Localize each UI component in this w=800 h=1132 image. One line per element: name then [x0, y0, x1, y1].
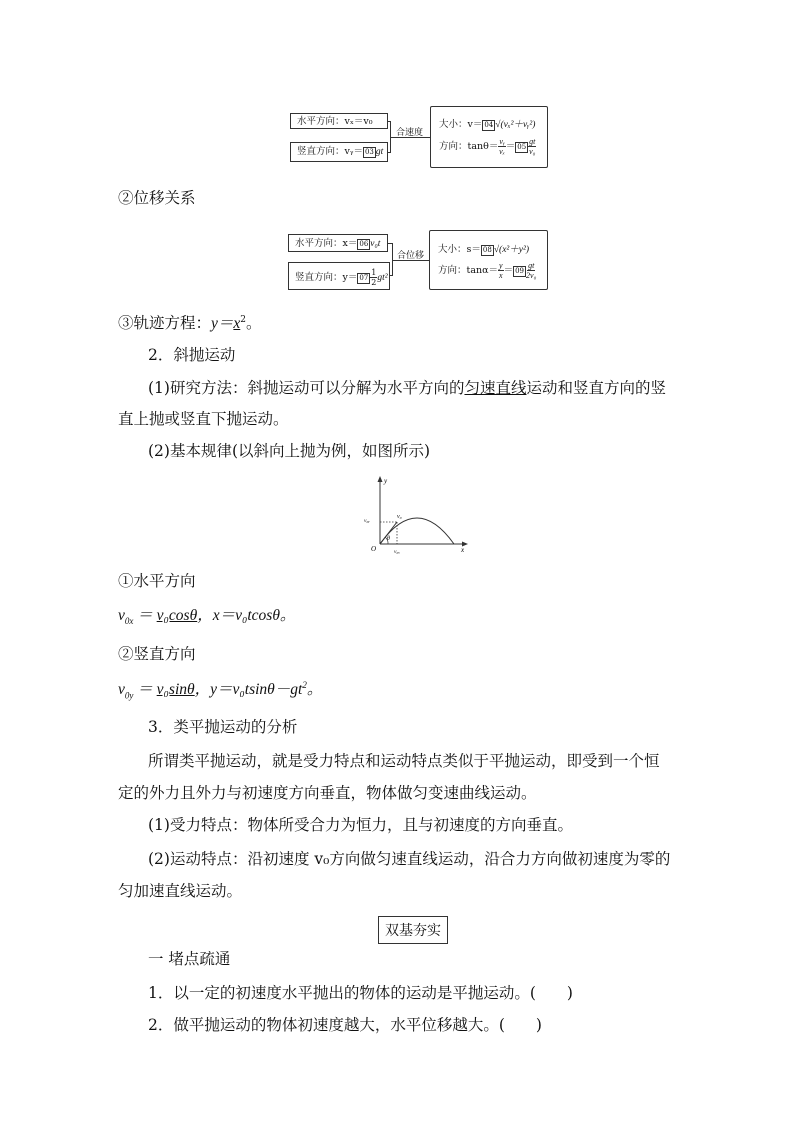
answer-slot-07: 07 [359, 274, 369, 282]
method-line1-underlined: 匀速直线 [464, 379, 527, 397]
trajectory-formula-sup: 2 [240, 315, 247, 325]
origin-label: O [371, 545, 377, 553]
displacement-vertical-box [288, 262, 390, 290]
velocity-vertical-prefix: 竖直方向：vᵧ＝ [297, 146, 363, 157]
displacement-horizontal-box [288, 234, 388, 252]
trajectory-label: ③轨迹方程： [118, 314, 212, 333]
horizontal-direction-heading: ①水平方向 [118, 572, 196, 590]
displacement-direction [438, 261, 536, 280]
displacement-direction-frac-num: y [499, 261, 503, 270]
horizontal-eq-underlined: v₀cosθ [156, 607, 198, 624]
horizontal-equation [118, 608, 295, 626]
vertical-eq-var: v [118, 681, 125, 699]
vertical-eq-equals: ＝ [133, 681, 157, 699]
velocity-horizontal-text: 水平方向：vₓ＝v₀ [297, 116, 373, 127]
displacement-magnitude-expr: √(x²＋y²) [493, 245, 529, 255]
question-2: 2．做平抛运动的物体初速度越大，水平位移越大。( ) [148, 1016, 542, 1034]
displacement-result-box [429, 230, 548, 290]
question-1: 1．以一定的初速度水平抛出的物体的运动是平抛运动。( ) [148, 984, 573, 1002]
velocity-direction-eq: ＝ [505, 141, 516, 152]
velocity-direction-frac-den: vₓ [499, 147, 505, 156]
theta-label: θ [387, 536, 390, 542]
para1-line-2: 定的外力且外力与初速度方向垂直，物体做匀变速曲线运动。 [118, 784, 537, 802]
horizontal-eq-sub: 0x [124, 616, 134, 627]
velocity-direction-prefix: 方向：tanθ＝ [439, 141, 499, 152]
displacement-vertical-frac-den: 2 [371, 278, 377, 287]
para1-line-1: 所谓类平抛运动，就是受力特点和运动特点类似于平抛运动，即受到一个恒 [148, 752, 660, 770]
trajectory-formula-pre: y＝ [211, 315, 234, 333]
v0y-label: v₀ᵧ [364, 518, 370, 524]
horizontal-eq-equals: ＝ [133, 607, 157, 624]
y-axis-arrow [378, 476, 383, 482]
velocity-result-box [430, 106, 548, 168]
displacement-direction-frac-den: x [499, 271, 503, 280]
displacement-horizontal-suffix: v₀t [370, 239, 381, 249]
trajectory-line [118, 316, 262, 332]
v0x-label: v₀ₓ [394, 549, 400, 554]
force-feature: (1)受力特点：物体所受合力为恒力，且与初速度的方向垂直。 [148, 816, 573, 834]
answer-slot-05: 05 [517, 143, 527, 151]
answer-slot-04: 04 [484, 121, 494, 129]
velocity-direction [439, 137, 536, 156]
displacement-vertical-suffix: gt² [377, 273, 388, 283]
velocity-direction-frac-num: vᵧ [499, 137, 505, 146]
projectile-figure [355, 474, 475, 554]
velocity-vertical-box [290, 142, 388, 162]
velocity-horizontal-box [290, 113, 388, 129]
x-axis-label: x [461, 546, 465, 554]
velocity-direction-result-num: gt [529, 137, 536, 146]
basic-law-heading: (2)基本规律(以斜向上抛为例，如图所示) [148, 442, 431, 460]
trajectory-end: 。 [246, 314, 262, 333]
displacement-vertical-frac-num: 1 [371, 268, 377, 277]
method-line-1 [148, 381, 666, 397]
vertical-eq-rest: ，y＝v₀tsinθ－gt [194, 681, 303, 699]
velocity-magnitude [439, 116, 535, 131]
displacement-direction-eq: ＝ [503, 265, 514, 276]
vertical-direction-heading: ②竖直方向 [118, 645, 196, 663]
y-axis-label: y [384, 477, 388, 485]
vertical-eq-end: 。 [306, 681, 323, 699]
horizontal-eq-rest: ，x＝v₀tcosθ。 [197, 607, 296, 624]
velocity-magnitude-expr: √(vₓ²＋vᵧ²) [495, 120, 536, 130]
velocity-connector-label: 合速度 [396, 128, 424, 138]
displacement-magnitude-prefix: 大小：s＝ [438, 244, 481, 255]
displacement-direction-result-den: 2v₀ [526, 271, 537, 280]
section-one-heading: 一 堵点疏通 [148, 950, 231, 968]
velocity-magnitude-prefix: 大小：v＝ [439, 119, 483, 130]
motion-feature-line-2: 匀加速直线运动。 [118, 882, 243, 900]
answer-slot-03: 03 [364, 148, 374, 156]
horizontal-eq-var: v [118, 607, 125, 624]
trajectory-curve [380, 518, 454, 544]
heading-oblique-projectile: 2．斜抛运动 [148, 346, 236, 364]
velocity-direction-result-den: v₀ [529, 147, 536, 156]
answer-slot-09: 09 [515, 267, 525, 275]
displacement-vertical-prefix: 竖直方向：y＝ [295, 272, 358, 283]
method-line1-b: 运动和竖直方向的竖 [526, 379, 666, 397]
vertical-eq-sub: 0y [124, 690, 134, 701]
displacement-magnitude [438, 241, 529, 256]
displacement-direction-prefix: 方向：tanα＝ [438, 265, 499, 276]
trajectory-formula-underlined: x [233, 315, 241, 333]
section-displacement: ②位移关系 [118, 189, 196, 207]
v0-label: v₀ [397, 514, 402, 520]
vertical-eq-underlined: v₀sinθ [156, 681, 195, 699]
vertical-equation [118, 681, 322, 700]
method-line-2: 直上抛或竖直下抛运动。 [118, 410, 289, 428]
heading-quasi-projectile: 3．类平抛运动的分析 [148, 718, 298, 736]
displacement-connector-label: 合位移 [397, 251, 425, 261]
displacement-direction-result-num: gt [528, 261, 535, 270]
section-banner: 双基夯实 [378, 916, 448, 944]
answer-slot-08: 08 [482, 246, 492, 254]
answer-slot-06: 06 [359, 240, 369, 248]
motion-feature-line-1: (2)运动特点：沿初速度 v₀方向做匀速直线运动，沿合力方向做初速度为零的 [148, 850, 671, 868]
displacement-horizontal-prefix: 水平方向：x＝ [295, 238, 358, 249]
vertical-eq-sup: 2 [302, 680, 307, 690]
velocity-vertical-suffix: gt [375, 147, 384, 157]
method-line1-a: (1)研究方法：斜抛运动可以分解为水平方向的 [148, 379, 465, 397]
